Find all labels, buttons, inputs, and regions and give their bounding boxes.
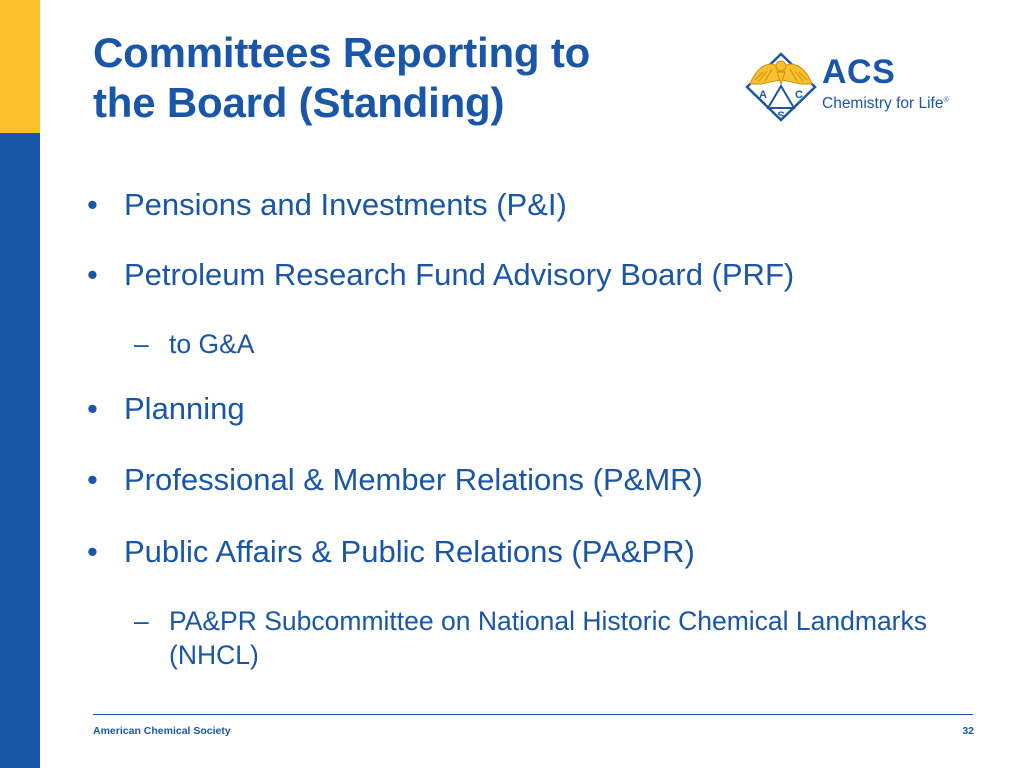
acs-logo (743, 50, 975, 124)
bullet-item (87, 187, 567, 223)
accent-bar-yellow (0, 0, 40, 133)
sub-bullet-item (134, 604, 979, 672)
slide-title (93, 28, 733, 128)
bullet-item (87, 462, 703, 498)
bullet-marker: • (87, 187, 98, 222)
title-line-1: Committees Reporting to (93, 29, 591, 76)
bullet-text: Public Affairs & Public Relations (PA&PR) (124, 534, 695, 569)
logo-wordmark: ACS (822, 53, 896, 91)
bullet-marker: • (87, 257, 98, 292)
bullet-text: Planning (124, 391, 245, 426)
title-line-2: the Board (Standing) (93, 79, 505, 126)
logo-tagline (822, 92, 949, 113)
page-number: 32 (962, 725, 974, 737)
seal-letter-a: A (759, 89, 767, 101)
sub-bullet-item (134, 327, 979, 361)
sub-bullet-text: PA&PR Subcommittee on National Historic Chemical Landmarks (NHCL) (169, 606, 928, 670)
sub-bullet-marker: – (134, 606, 149, 636)
bullet-item (87, 257, 795, 293)
bullet-item (87, 391, 245, 427)
logo-tagline-text: Chemistry for Life (822, 95, 944, 113)
acs-eagle-seal-icon (743, 50, 819, 124)
bullet-text: Professional & Member Relations (P&MR) (124, 462, 703, 497)
accent-bar-blue (0, 133, 40, 768)
sub-bullet-text: to G&A (169, 329, 255, 359)
seal-letter-s: S (777, 110, 785, 122)
sub-bullet-marker: – (134, 329, 149, 359)
bullet-marker: • (87, 391, 98, 426)
trademark-symbol: ® (943, 97, 949, 104)
seal-letter-c: C (795, 89, 803, 101)
footer-divider (93, 714, 973, 715)
bullet-text: Pensions and Investments (P&I) (124, 187, 567, 222)
bullet-marker: • (87, 462, 98, 497)
bullet-item (87, 534, 695, 570)
bullet-text: Petroleum Research Fund Advisory Board (PRF) (124, 257, 795, 292)
footer-organization: American Chemical Society (93, 725, 231, 737)
bullet-marker: • (87, 534, 98, 569)
